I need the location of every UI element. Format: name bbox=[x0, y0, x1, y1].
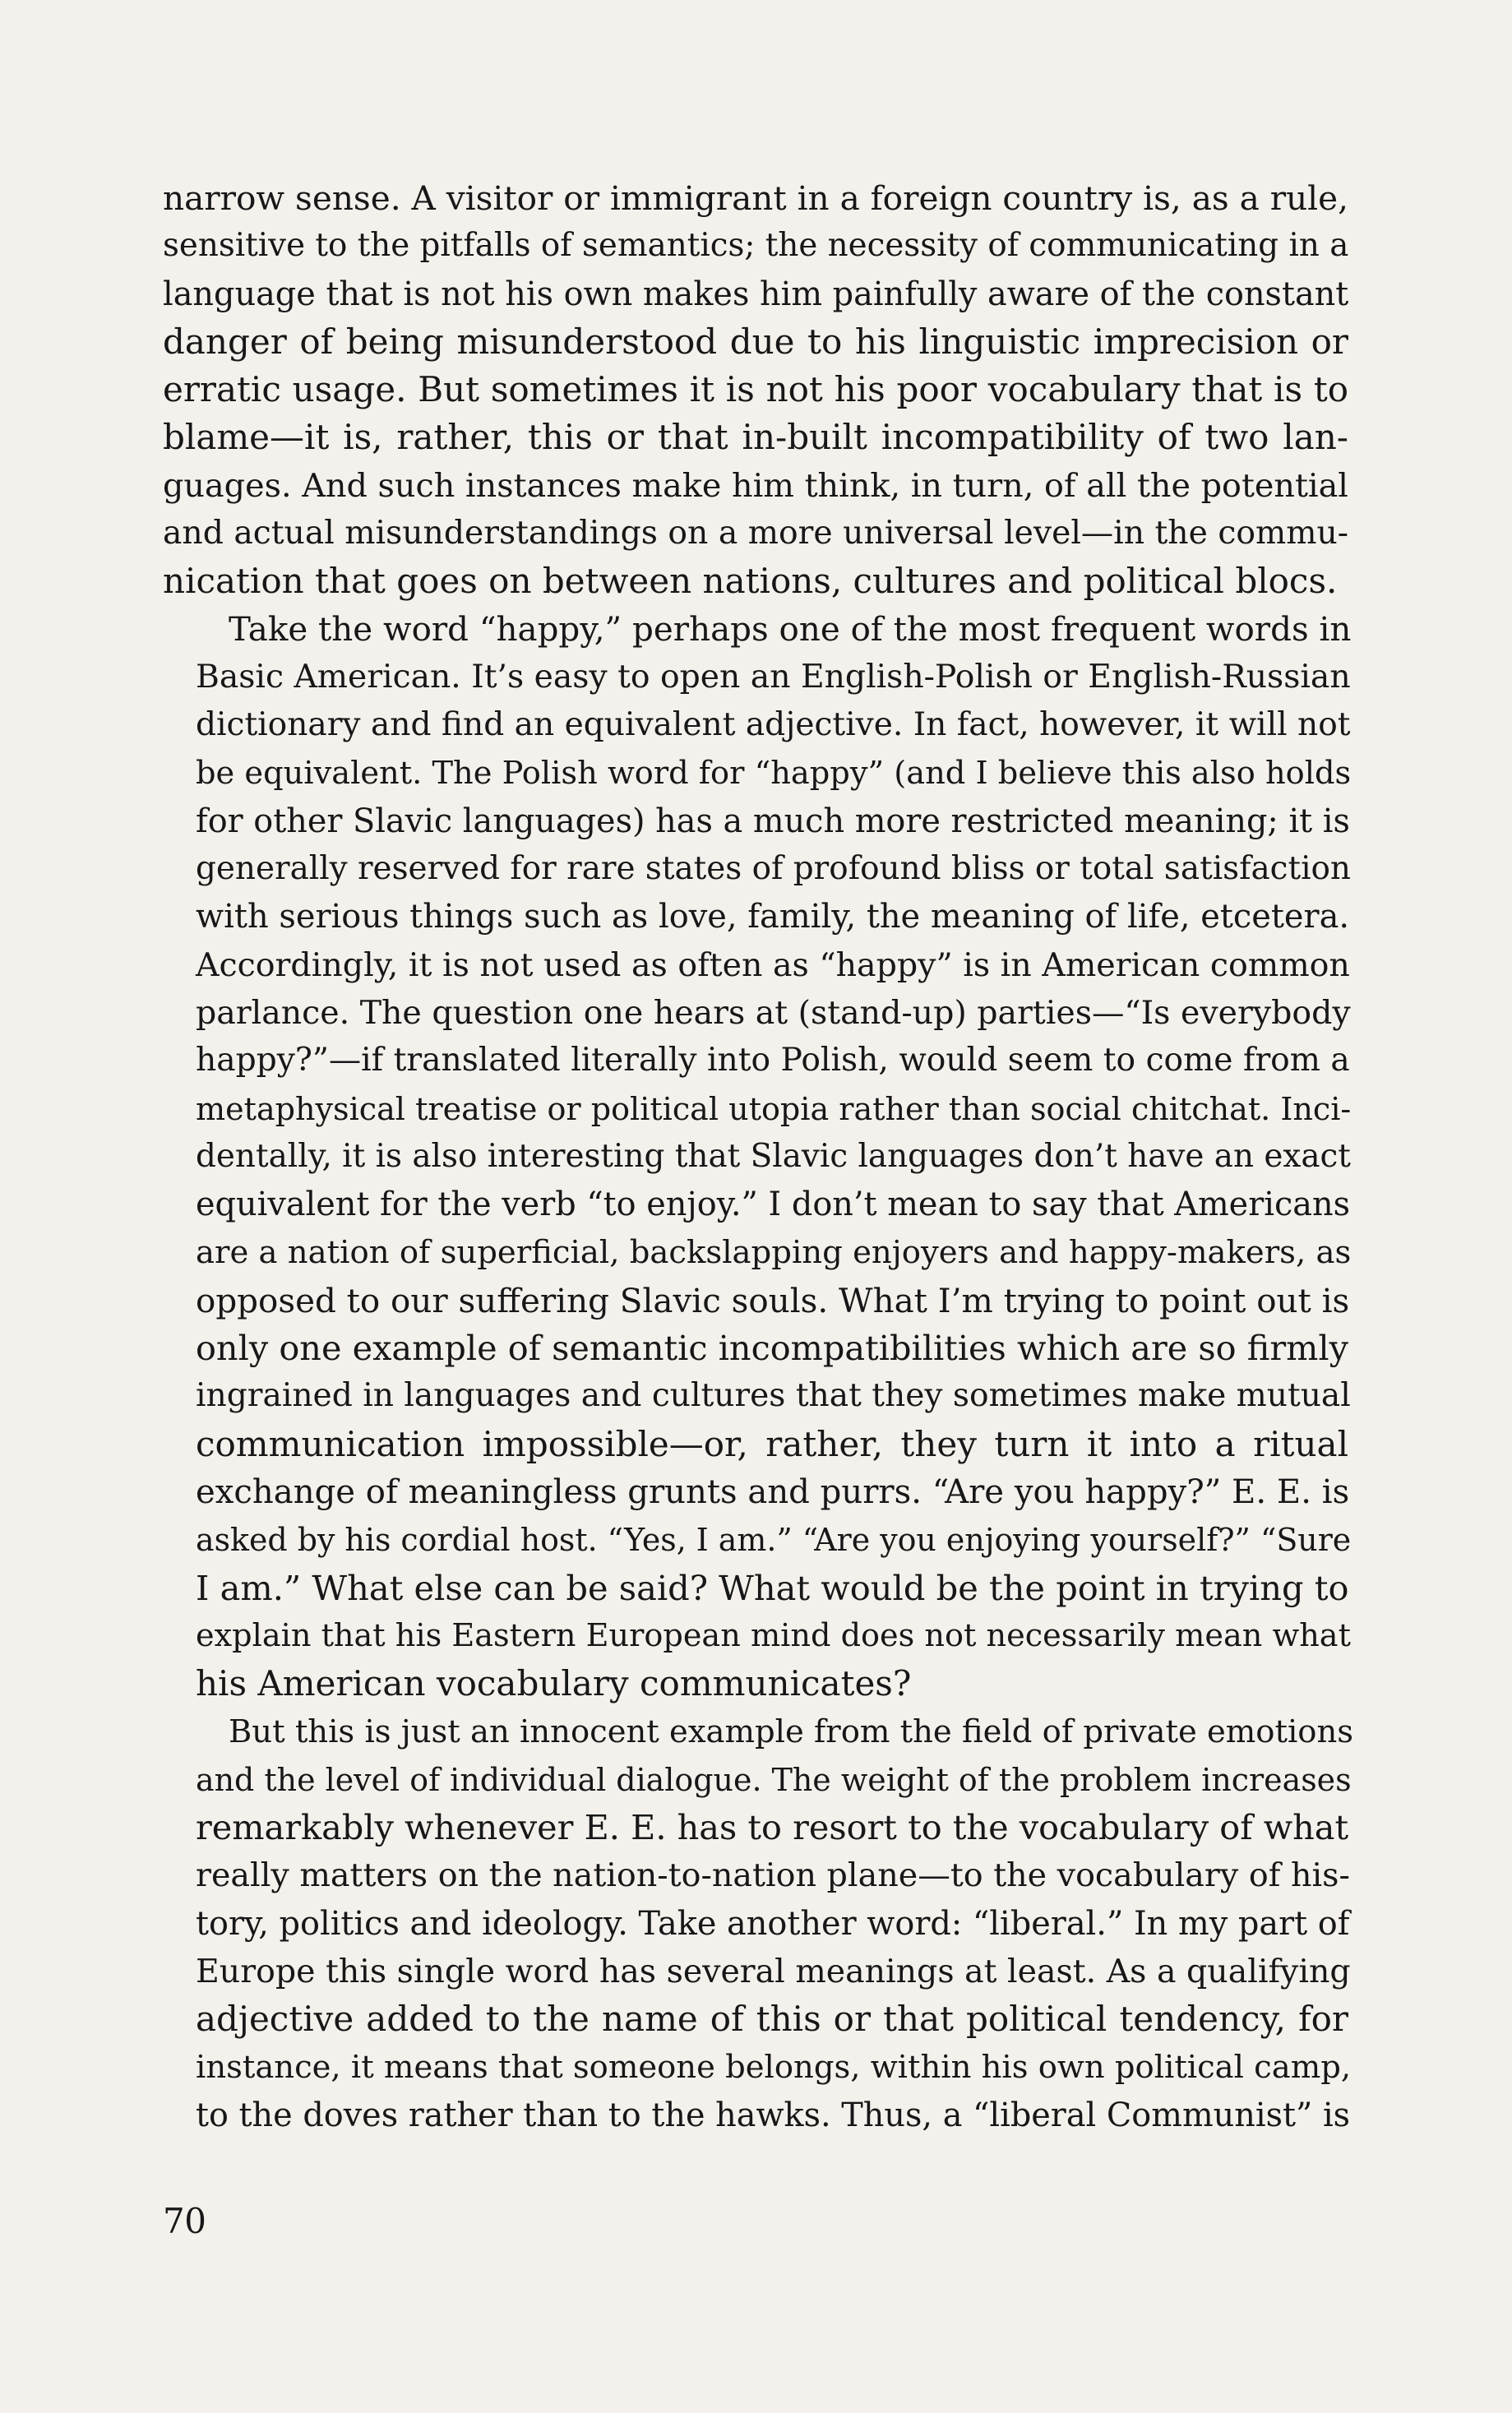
text-line: guages. And such instances make him think, in turn, of all the potential bbox=[163, 466, 1348, 505]
text-line: parlance. The question one hears at (stand-up) parties—“Is everybody bbox=[196, 994, 1351, 1033]
text-line: Accordingly, it is not used as often as “happy” is in American common bbox=[196, 945, 1350, 984]
text-line: are a nation of superficial, backslapping enjoyers and happy-makers, as bbox=[196, 1233, 1352, 1271]
text-line: metaphysical treatise or political utopia rather than social chitchat. Inci- bbox=[196, 1090, 1352, 1127]
text-line: Take the word “happy,” perhaps one of the most frequent words in bbox=[229, 609, 1352, 649]
text-line: Basic American. It’s easy to open an English-Polish or English-Russian bbox=[196, 658, 1351, 696]
text-line: blame—it is, rather, this or that in-built incompatibility of two lan- bbox=[163, 417, 1348, 458]
text-line: and the level of individual dialogue. The weight of the problem increases bbox=[196, 1761, 1352, 1798]
text-line: Europe this single word has several meanings at least. As a qualifying bbox=[196, 1952, 1351, 1990]
text-line: communication impossible—or, rather, they turn it into a ritual bbox=[196, 1423, 1348, 1464]
text-line: instance, it means that someone belongs, within his own political camp, bbox=[196, 2048, 1352, 2086]
paragraph-2 bbox=[163, 606, 1352, 1708]
text-line: asked by his cordial host. “Yes, I am.” “Are you enjoying yourself?” “Sure bbox=[196, 1522, 1352, 1559]
text-line: But this is just an innocent example from the field of private emotions bbox=[229, 1713, 1354, 1750]
text-line: explain that his Eastern European mind does not necessarily mean what bbox=[196, 1617, 1351, 1654]
text-line: adjective added to the name of this or that political tendency, for bbox=[196, 1999, 1348, 2040]
text-line: really matters on the nation-to-nation plane—to the vocabulary of his- bbox=[196, 1856, 1350, 1895]
text-line: only one example of semantic incompatibilities which are so firmly bbox=[196, 1329, 1348, 1369]
text-line: with serious things such as love, family, the meaning of life, etcetera. bbox=[196, 898, 1350, 936]
page-number: 70 bbox=[163, 2201, 206, 2241]
text-line: for other Slavic languages) has a much more restricted meaning; it is bbox=[196, 802, 1350, 840]
body-text bbox=[163, 174, 1354, 2139]
text-line: opposed to our suffering Slavic souls. What I’m trying to point out is bbox=[196, 1280, 1350, 1320]
text-line: nication that goes on between nations, cultures and political blocs. bbox=[163, 561, 1338, 602]
text-line: dentally, it is also interesting that Slavic languages don’t have an exact bbox=[196, 1137, 1351, 1175]
text-line: remarkably whenever E. E. has to resort to the vocabulary of what bbox=[196, 1808, 1349, 1848]
text-line: happy?”—if translated literally into Polish, would seem to come from a bbox=[196, 1042, 1350, 1079]
text-line: to the doves rather than to the hawks. Thus, a “liberal Communist” is bbox=[196, 2096, 1351, 2134]
text-line: danger of being misunderstood due to his linguistic imprecision or bbox=[163, 321, 1348, 362]
text-line: equivalent for the verb “to enjoy.” I don’t mean to say that Americans bbox=[196, 1186, 1350, 1224]
paragraph-1 bbox=[163, 174, 1348, 606]
text-line: language that is not his own makes him painfully aware of the constant bbox=[163, 275, 1349, 313]
text-line: ingrained in languages and cultures that they sometimes make mutual bbox=[196, 1377, 1351, 1415]
text-line: I am.” What else can be said? What would be the point in trying to bbox=[196, 1567, 1349, 1608]
text-line: his American vocabulary communicates? bbox=[196, 1663, 912, 1704]
text-line: and actual misunderstandings on a more universal level—in the commu- bbox=[163, 515, 1348, 552]
text-line: tory, politics and ideology. Take another word: “liberal.” In my part of bbox=[196, 1904, 1350, 1943]
text-line: narrow sense. A visitor or immigrant in a foreign country is, as a rule, bbox=[163, 178, 1348, 218]
paragraph-3 bbox=[163, 1708, 1354, 2140]
text-line: be equivalent. The Polish word for “happy” (and I believe this also holds bbox=[196, 754, 1352, 792]
text-line: erratic usage. But sometimes it is not his poor vocabulary that is to bbox=[163, 369, 1348, 410]
text-line: dictionary and find an equivalent adjective. In fact, however, it will not bbox=[196, 706, 1351, 744]
text-line: exchange of meaningless grunts and purrs. “Are you happy?” E. E. is bbox=[196, 1473, 1350, 1512]
text-line: sensitive to the pitfalls of semantics; the necessity of communicating in a bbox=[163, 227, 1349, 265]
text-line: generally reserved for rare states of profound bliss or total satisfaction bbox=[196, 850, 1351, 888]
